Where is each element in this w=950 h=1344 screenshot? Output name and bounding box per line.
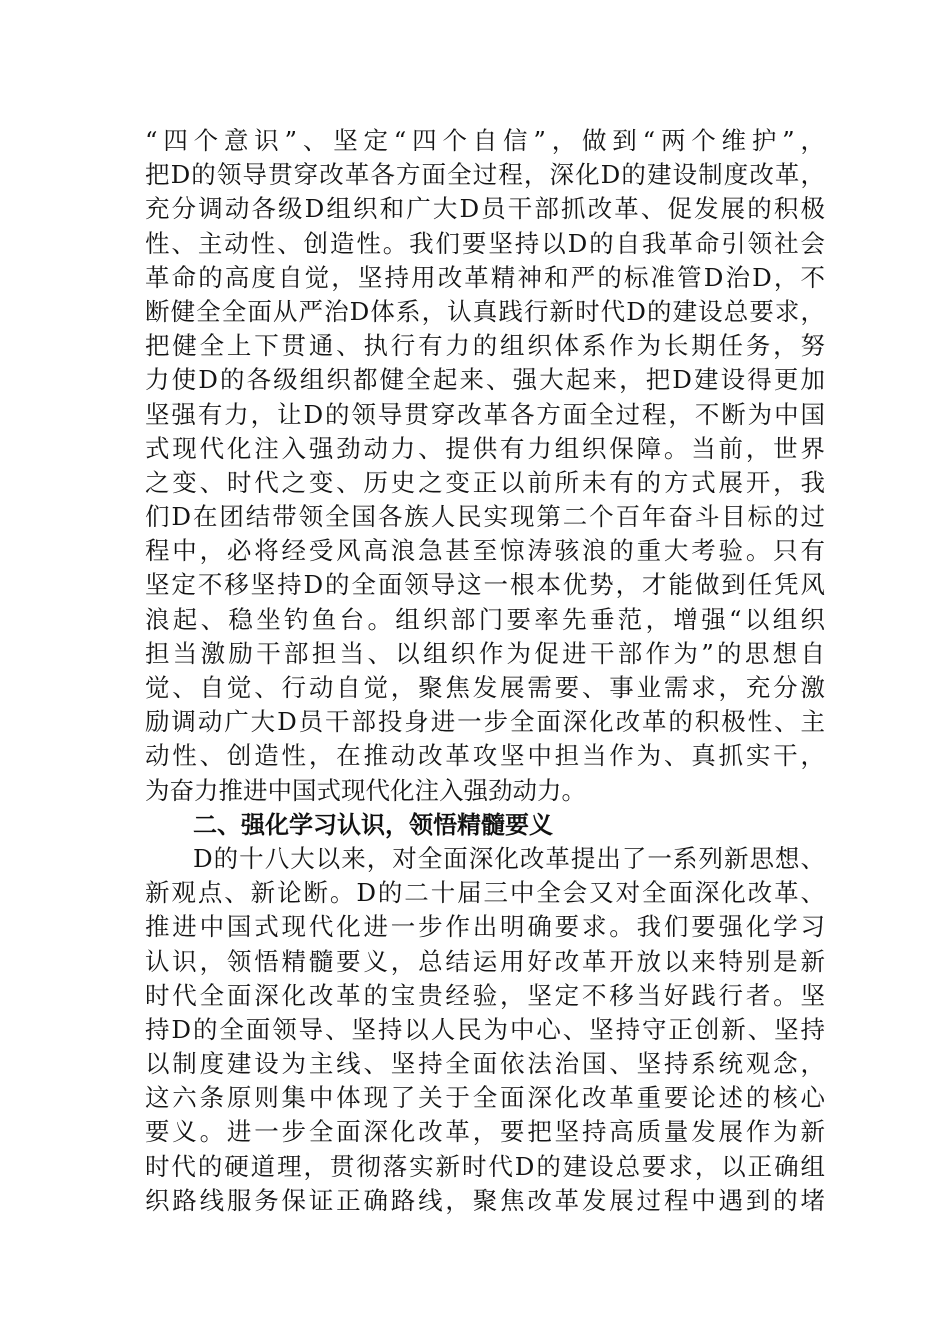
paragraph-line: 认识，领悟精髓要义，总结运用好改革开放以来特别是新 xyxy=(145,946,825,976)
paragraph-line: 持D的全面领导、坚持以人民为中心、坚持守正创新、坚持 xyxy=(145,1014,825,1044)
paragraph-line: 新观点、新论断。D的二十届三中全会又对全面深化改革、 xyxy=(145,878,825,908)
paragraph-line: 断健全全面从严治D体系，认真践行新时代D的建设总要求， xyxy=(145,296,825,326)
paragraph-line: 觉、自觉、行动自觉，聚焦发展需要、事业需求，充分激 xyxy=(145,673,825,702)
paragraph-line: 时代的硬道理，贯彻落实新时代D的建设总要求，以正确组 xyxy=(145,1151,825,1181)
paragraph-2 xyxy=(145,842,825,1218)
paragraph-line: “四个意识”、坚定“四个自信”，做到“两个维护”， xyxy=(145,126,825,155)
paragraph-line: 这六条原则集中体现了关于全面深化改革重要论述的核心 xyxy=(145,1083,825,1113)
section-heading: 二、强化学习认识，领悟精髓要义 xyxy=(193,810,553,839)
paragraph-line: 担当激励干部担当、以组织作为促进干部作为”的思想自 xyxy=(145,638,825,668)
paragraph-line: 织路线服务保证正确路线，聚焦改革发展过程中遇到的堵 xyxy=(145,1185,825,1215)
paragraph-line: D的十八大以来，对全面深化改革提出了一系列新思想、 xyxy=(193,843,825,873)
paragraph-line: 性、主动性、创造性。我们要坚持以D的自我革命引领社会 xyxy=(145,228,825,258)
paragraph-line: 充分调动各级D组织和广大D员干部抓改革、促发展的积极 xyxy=(145,194,825,224)
paragraph-line: 之变、时代之变、历史之变正以前所未有的方式展开，我 xyxy=(145,467,825,497)
paragraph-line: 式现代化注入强劲动力、提供有力组织保障。当前，世界 xyxy=(145,433,825,463)
paragraph-line: 程中，必将经受风高浪急甚至惊涛骇浪的重大考验。只有 xyxy=(145,536,825,566)
paragraph-line: 们D在团结带领全国各族人民实现第二个百年奋斗目标的过 xyxy=(145,502,825,532)
paragraph-line: 坚定不移坚持D的全面领导这一根本优势，才能做到任凭风 xyxy=(145,570,825,600)
paragraph-1 xyxy=(145,124,825,808)
document-body xyxy=(145,124,825,1218)
paragraph-line: 推进中国式现代化进一步作出明确要求。我们要强化学习 xyxy=(145,912,825,942)
paragraph-line: 动性、创造性，在推动改革攻坚中担当作为、真抓实干， xyxy=(145,741,825,771)
paragraph-line: 力使D的各级组织都健全起来、强大起来，把D建设得更加 xyxy=(145,365,825,395)
paragraph-line: 把健全上下贯通、执行有力的组织体系作为长期任务，努 xyxy=(145,331,825,361)
paragraph-line: 励调动广大D员干部投身进一步全面深化改革的积极性、主 xyxy=(145,707,825,737)
paragraph-line: 为奋力推进中国式现代化注入强劲动力。 xyxy=(145,775,586,805)
paragraph-line: 浪起、稳坐钓鱼台。组织部门要率先垂范，增强“以组织 xyxy=(145,604,825,634)
paragraph-line: 革命的高度自觉，坚持用改革精神和严的标准管D治D，不 xyxy=(145,262,825,292)
paragraph-line: 把D的领导贯穿改革各方面全过程，深化D的建设制度改革， xyxy=(145,160,825,190)
paragraph-line: 以制度建设为主线、坚持全面依法治国、坚持系统观念， xyxy=(145,1049,825,1079)
paragraph-line: 坚强有力，让D的领导贯穿改革各方面全过程，不断为中国 xyxy=(145,399,825,429)
paragraph-line: 要义。进一步全面深化改革，要把坚持高质量发展作为新 xyxy=(145,1117,825,1147)
paragraph-line: 时代全面深化改革的宝贵经验，坚定不移当好践行者。坚 xyxy=(145,980,825,1010)
